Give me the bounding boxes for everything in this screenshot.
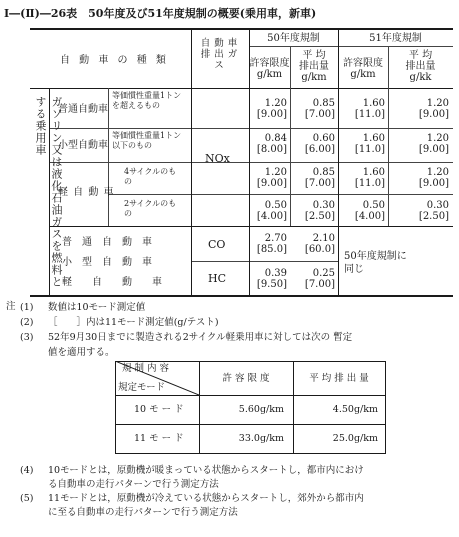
value-r3-c3: 1.20 — [426, 167, 449, 178]
value-r2-c1-11mode: [6.00] — [304, 144, 335, 155]
header-allowable-51: 許容限度 g/km — [343, 58, 383, 80]
header-exhaust-gas: 自動車排出ガス — [200, 38, 242, 71]
value-r3-c1-11mode: [7.00] — [304, 178, 335, 189]
value-r4-c1: 0.30 — [312, 200, 335, 211]
sub-col-avg: 平 均 排 出 量 — [309, 373, 369, 384]
value-r2-c3-11mode: [9.00] — [418, 144, 449, 155]
header-allowable-50: 許容限度 g/km — [249, 58, 290, 80]
header-average-51: 平 均 排出量 g/kk — [405, 50, 436, 83]
hc-avg-50-11mode: [7.00] — [304, 279, 335, 290]
value-r1-c2-11mode: [11.0] — [354, 109, 385, 120]
header-vehicle-type: 自 動 車 の 種 類 — [60, 55, 169, 66]
sub-row-10mode-avg: 4.50g/km — [332, 404, 378, 415]
value-r4-c1-11mode: [2.50] — [304, 211, 335, 222]
value-r2-c3: 1.20 — [426, 133, 449, 144]
co-allow-50: 2.70 — [264, 233, 287, 244]
value-r3-c2: 1.60 — [362, 167, 385, 178]
value-r3-c3-11mode: [9.00] — [418, 178, 449, 189]
note-3-num: (3) — [20, 332, 34, 343]
note-3a: 52年9月30日までに製造される2サイクル軽乗用車に対しては次の 暫定 — [48, 332, 353, 343]
sub-row-11mode: 11 モ ー ド — [134, 433, 184, 444]
note-2: ［ ］内は11モード測定値(g/テスト) — [48, 317, 219, 328]
value-r4-c3-11mode: [2.50] — [418, 211, 449, 222]
value-r1-c3: 1.20 — [426, 98, 449, 109]
header-year51: 51年度規制 — [369, 33, 422, 44]
note-1: 数値は10モード測定値 — [48, 302, 146, 313]
row-eq-over: 等価慣性重量1トンを超えるもの — [112, 91, 182, 110]
co-allow-50-11mode: [85.0] — [256, 244, 287, 255]
note-3b: 値を適用する。 — [48, 347, 115, 358]
note-1-num: (1) — [20, 302, 34, 313]
value-r1-c1: 0.85 — [312, 98, 335, 109]
row-ordinary-wide: 普 通 自 動 車 — [62, 237, 152, 248]
note-4a: 10モードとは，原動機が暖まっている状態からスタートし，都市内におけ — [48, 465, 364, 476]
gas-nox: NOx — [205, 152, 230, 165]
hc-allow-50-11mode: [9.50] — [256, 279, 287, 290]
value-r1-c0-11mode: [9.00] — [256, 109, 287, 120]
row-small-wide: 小 型 自 動 車 — [62, 257, 152, 268]
note-5b: に至る自動車の走行パターンで行う測定方法 — [48, 507, 238, 518]
sub-col-allow: 許 容 限 度 — [222, 373, 270, 384]
note-4-num: (4) — [20, 465, 34, 476]
header-average-50: 平 均 排出量 g/km — [299, 50, 329, 83]
value-r4-c3: 0.30 — [426, 200, 449, 211]
sub-corner-bottom: 規定モード — [118, 382, 166, 393]
value-r3-c0: 1.20 — [264, 167, 287, 178]
value-r2-c1: 0.60 — [312, 133, 335, 144]
row-light-wide: 軽 自 動 車 — [62, 277, 162, 288]
gas-co: CO — [208, 238, 226, 251]
note-5a: 11モードとは，原動機が冷えている状態からスタートし，郊外から都市内 — [48, 493, 364, 504]
row-eq-under: 等価慣性重量1トン以下のもの — [112, 131, 182, 150]
same-as-50-note: 50年度規制に 同じ — [344, 251, 407, 275]
value-r4-c2-11mode: [4.00] — [354, 211, 385, 222]
sub-row-10mode: 10 モ ー ド — [134, 404, 184, 415]
value-r1-c1-11mode: [7.00] — [304, 109, 335, 120]
row-light: 軽 自 動 車 — [58, 187, 115, 198]
header-year50: 50年度規制 — [267, 33, 320, 44]
value-r2-c2-11mode: [11.0] — [354, 144, 385, 155]
value-r2-c0: 0.84 — [264, 133, 287, 144]
note-4b: る自動車の走行パターンで行う測定方法 — [48, 479, 219, 490]
page-title: Ⅰ―(Ⅱ)―26表 50年度及び51年度規制の概要(乗用車，新車) — [4, 7, 317, 20]
value-r1-c0: 1.20 — [264, 98, 287, 109]
sub-row-10mode-allow: 5.60g/km — [238, 404, 284, 415]
row-four-cycle: 4サイクルのもの — [124, 167, 177, 186]
side-label: ガソリン又は液化石油ガスを燃料と する乗用車 — [34, 96, 63, 288]
note-5-num: (5) — [20, 493, 34, 504]
sub-row-11mode-allow: 33.0g/km — [238, 433, 284, 444]
value-r3-c0-11mode: [9.00] — [256, 178, 287, 189]
co-avg-50-11mode: [60.0] — [304, 244, 335, 255]
value-r2-c0-11mode: [8.00] — [256, 144, 287, 155]
co-avg-50: 2.10 — [312, 233, 335, 244]
sub-corner-top: 規 制 内 容 — [122, 363, 170, 374]
gas-hc: HC — [208, 272, 227, 285]
value-r4-c2: 0.50 — [362, 200, 385, 211]
hc-allow-50: 0.39 — [264, 268, 287, 279]
note-2-num: (2) — [20, 317, 34, 328]
value-r4-c0-11mode: [4.00] — [256, 211, 287, 222]
value-r1-c3-11mode: [9.00] — [418, 109, 449, 120]
value-r1-c2: 1.60 — [362, 98, 385, 109]
row-ordinary: 普通自動車 — [58, 104, 108, 115]
row-two-cycle: 2サイクルのもの — [124, 199, 177, 218]
notes-label: 注 — [6, 301, 16, 312]
hc-avg-50: 0.25 — [312, 268, 335, 279]
value-r3-c2-11mode: [11.0] — [354, 178, 385, 189]
row-small: 小型自動車 — [58, 140, 108, 151]
value-r2-c2: 1.60 — [362, 133, 385, 144]
value-r3-c1: 0.85 — [312, 167, 335, 178]
sub-row-11mode-avg: 25.0g/km — [332, 433, 378, 444]
value-r4-c0: 0.50 — [264, 200, 287, 211]
